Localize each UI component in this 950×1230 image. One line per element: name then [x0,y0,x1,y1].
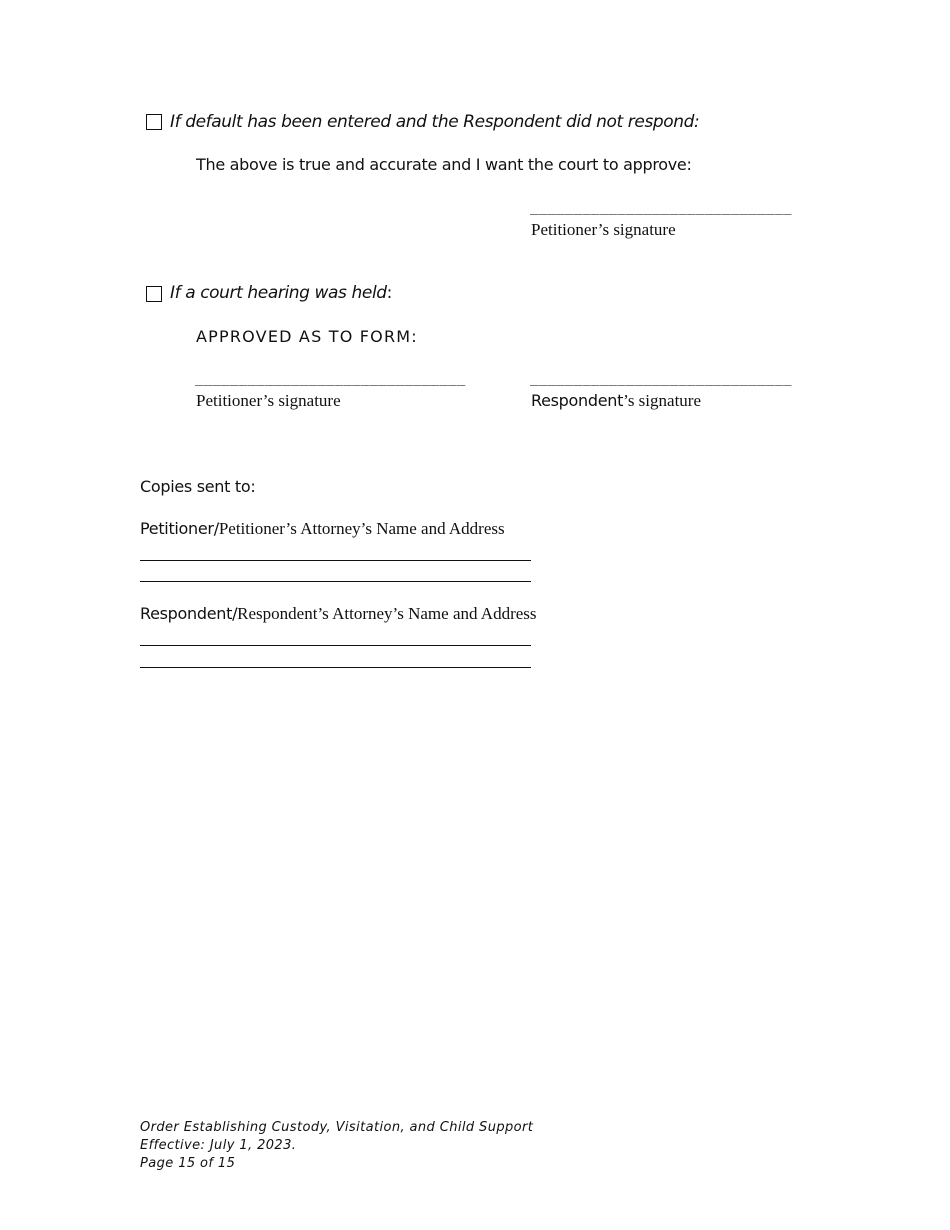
default-signature-line: ______________________________ [530,199,792,215]
respondent-address-line-2[interactable] [140,667,531,668]
hearing-checkbox[interactable] [146,286,162,302]
footer-form-title: Order Establishing Custody, Visitation, and Child Support [140,1120,534,1135]
default-checkbox[interactable] [146,114,162,130]
approved-as-to-form-label: APPROVED AS TO FORM: [196,327,418,346]
hearing-respondent-signature-label [531,391,701,411]
hearing-heading-colon: : [386,283,393,303]
footer-effective-date: Effective: July 1, 2023. [140,1138,297,1153]
petitioner-address-line-2[interactable] [140,581,531,582]
petitioner-address-line-1[interactable] [140,560,531,561]
page-footer [140,1119,533,1173]
respondent-sig-suffix: ’s signature [623,391,701,410]
footer-page-number: Page 15 of 15 [140,1156,236,1171]
respondent-address-text: Respondent’s Attorney’s Name and Address [237,604,537,623]
default-statement: The above is true and accurate and I want the court to approve: [196,155,692,174]
copies-sent-to-title: Copies sent to: [140,477,256,496]
hearing-petitioner-signature-line: _______________________________ [195,370,466,386]
default-petitioner-signature-label: Petitioner’s signature [531,220,676,239]
respondent-sig-prefix: Respondent [531,391,624,410]
petitioner-address-label [140,519,505,539]
respondent-address-label [140,604,537,624]
hearing-respondent-signature-line: ______________________________ [530,370,792,386]
hearing-heading-text: If a court hearing was held [170,283,387,303]
hearing-heading [170,283,392,303]
hearing-petitioner-signature-label: Petitioner’s signature [196,391,341,410]
respondent-address-prefix: Respondent/ [140,604,238,623]
petitioner-address-text: Petitioner’s Attorney’s Name and Address [218,519,505,538]
petitioner-address-prefix: Petitioner/ [140,519,219,538]
respondent-address-line-1[interactable] [140,645,531,646]
default-heading: If default has been entered and the Respondent did not respond: [170,112,700,132]
